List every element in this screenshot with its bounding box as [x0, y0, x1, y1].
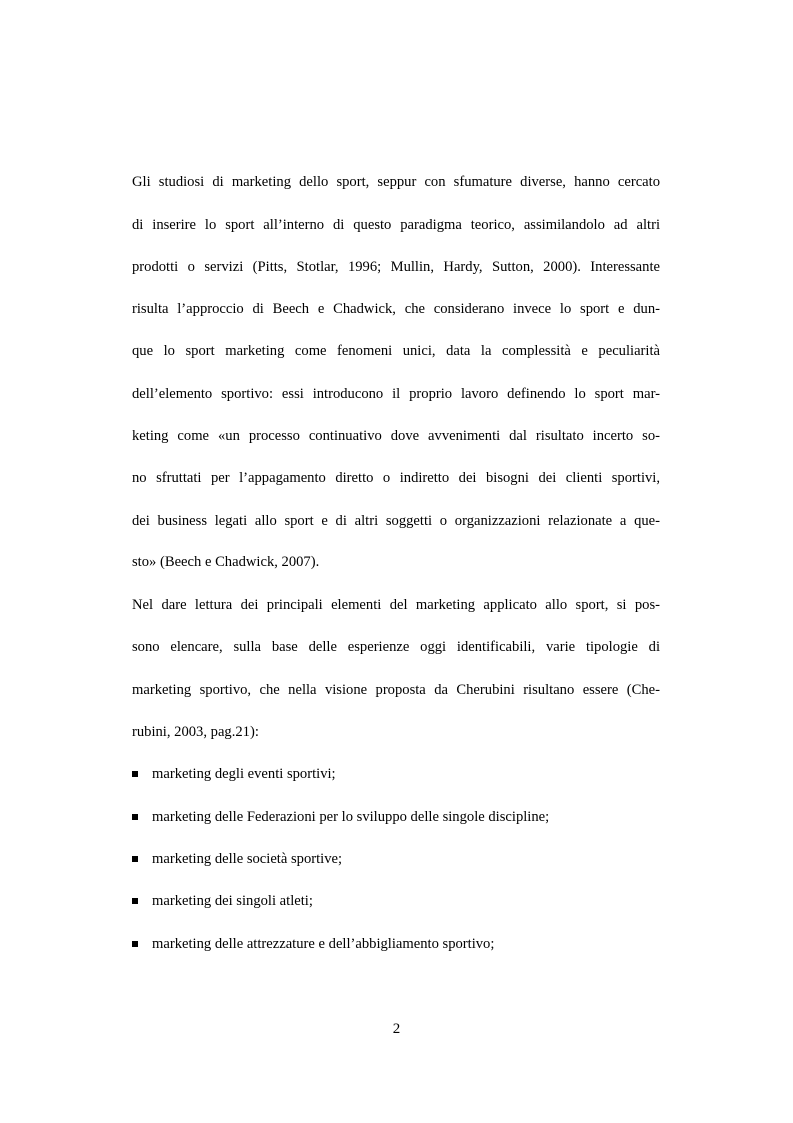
paragraph-line: no sfruttati per l’appagamento diretto o indiretto dei bisogni dei clienti sportivi,: [132, 470, 660, 486]
paragraph-line: di inserire lo sport all’interno di questo paradigma teorico, assimilandolo ad altri: [132, 217, 660, 233]
list-item-text: marketing delle società sportive;: [152, 851, 343, 867]
paragraph-line: rubini, 2003, pag.21):: [132, 724, 259, 740]
square-bullet-icon: [132, 856, 138, 862]
paragraph-line: sto» (Beech e Chadwick, 2007).: [132, 554, 320, 570]
square-bullet-icon: [132, 941, 138, 947]
paragraph-line: Gli studiosi di marketing dello sport, seppur con sfumature diverse, hanno cercato: [132, 174, 660, 190]
page-number: 2: [392, 1021, 401, 1037]
paragraph-line: marketing sportivo, che nella visione proposta da Cherubini risultano essere (Che-: [132, 682, 660, 698]
paragraph-line: que lo sport marketing come fenomeni unici, data la complessità e peculiarità: [132, 343, 660, 359]
square-bullet-icon: [132, 771, 138, 777]
list-item-text: marketing delle attrezzature e dell’abbigliamento sportivo;: [152, 936, 495, 952]
square-bullet-icon: [132, 814, 138, 820]
paragraph-line: keting come «un processo continuativo dove avvenimenti dal risultato incerto so-: [132, 428, 660, 444]
square-bullet-icon: [132, 898, 138, 904]
list-item-text: marketing dei singoli atleti;: [152, 893, 313, 909]
list-item-text: marketing delle Federazioni per lo sviluppo delle singole discipline;: [152, 809, 550, 825]
paragraph-line: Nel dare lettura dei principali elementi del marketing applicato allo sport, si pos-: [132, 597, 660, 613]
paragraph-line: sono elencare, sulla base delle esperienze oggi identificabili, varie tipologie di: [132, 639, 660, 655]
list-item-text: marketing degli eventi sportivi;: [152, 766, 336, 782]
paragraph-line: dell’elemento sportivo: essi introducono il proprio lavoro definendo lo sport mar-: [132, 386, 660, 402]
paragraph-line: prodotti o servizi (Pitts, Stotlar, 1996; Mullin, Hardy, Sutton, 2000). Interessante: [132, 259, 660, 275]
paragraph-line: dei business legati allo sport e di altri soggetti o organizzazioni relazionate a que-: [132, 513, 660, 529]
paragraph-line: risulta l’approccio di Beech e Chadwick, che considerano invece lo sport e dun-: [132, 301, 660, 317]
